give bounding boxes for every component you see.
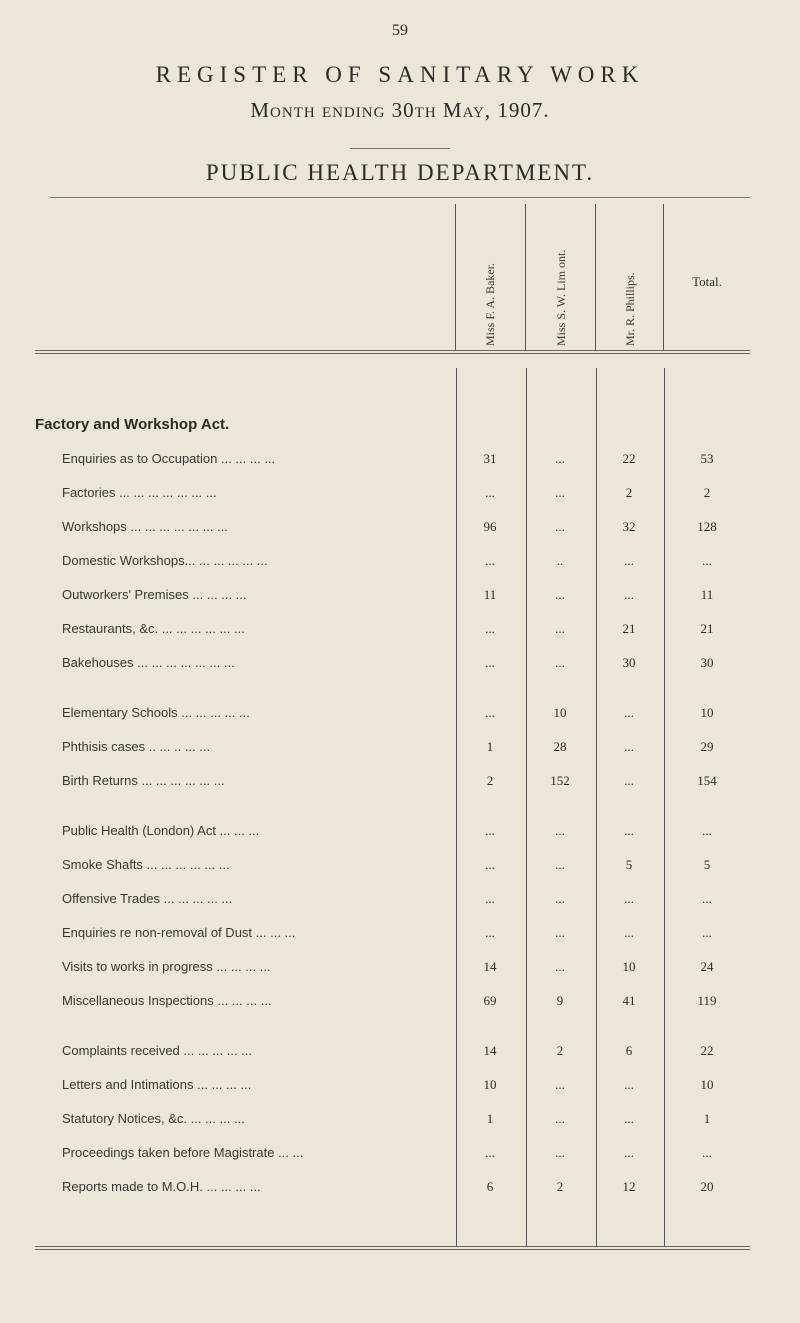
cell-phillips: 12: [622, 1179, 636, 1194]
row-label: Domestic Workshops... ... ... ... ... ...: [62, 553, 268, 568]
cell-phillips: ...: [624, 705, 634, 720]
cell-baker: ...: [485, 553, 495, 568]
cell-limont: ...: [555, 1145, 565, 1160]
cell-baker: ...: [485, 485, 495, 500]
row-label: Enquiries as to Occupation ... ... ... ...: [62, 451, 276, 466]
cell-phillips: ...: [624, 1077, 634, 1092]
row-label: Bakehouses ... ... ... ... ... ... ...: [62, 655, 235, 670]
cell-limont: ..: [556, 553, 564, 568]
cell-limont: ...: [555, 621, 565, 636]
cell-phillips: ...: [624, 823, 634, 838]
cell-baker: ...: [485, 621, 495, 636]
cell-baker: 31: [483, 451, 497, 466]
cell-baker: ...: [485, 1145, 495, 1160]
cell-limont: ...: [555, 925, 565, 940]
cell-limont: ...: [555, 485, 565, 500]
row-label: Phthisis cases .. ... .. ... ...: [62, 739, 211, 754]
column-header-limont: Miss S. W. Lim ont.: [554, 249, 568, 346]
cell-phillips: 32: [622, 519, 636, 534]
row-label: Visits to works in progress ... ... ... ...: [62, 959, 271, 974]
cell-phillips: ...: [624, 1145, 634, 1160]
cell-limont: ...: [555, 1077, 565, 1092]
column-header-baker: Miss F. A. Baker.: [483, 262, 497, 346]
cell-baker: ...: [485, 655, 495, 670]
row-label: Smoke Shafts ... ... ... ... ... ...: [62, 857, 230, 872]
row-label: Statutory Notices, &c. ... ... ... ...: [62, 1111, 245, 1126]
table-row: [0, 925, 800, 947]
table-row: [0, 621, 800, 643]
cell-phillips: ...: [624, 925, 634, 940]
cell-limont: 28: [553, 739, 567, 754]
cell-baker: 2: [486, 773, 494, 788]
table-row: [0, 655, 800, 677]
cell-baker: 11: [483, 587, 497, 602]
cell-total: ...: [702, 553, 712, 568]
cell-total: 10: [700, 1077, 714, 1092]
cell-phillips: ...: [624, 587, 634, 602]
cell-total: 20: [700, 1179, 714, 1194]
cell-limont: 2: [556, 1179, 564, 1194]
cell-total: 53: [700, 451, 714, 466]
cell-total: 1: [703, 1111, 711, 1126]
page-number: 59: [392, 22, 408, 39]
row-label: Restaurants, &c. ... ... ... ... ... ...: [62, 621, 245, 636]
cell-baker: ...: [485, 705, 495, 720]
cell-total: ...: [702, 891, 712, 906]
header-rule: [35, 353, 750, 354]
header-rule: [35, 350, 750, 351]
cell-total: ...: [702, 1145, 712, 1160]
cell-baker: 1: [486, 1111, 494, 1126]
cell-limont: ...: [555, 891, 565, 906]
row-label: Factories ... ... ... ... ... ... ...: [62, 485, 217, 500]
cell-limont: ...: [555, 823, 565, 838]
row-label: Workshops ... ... ... ... ... ... ...: [62, 519, 228, 534]
header-divider: [595, 204, 596, 350]
cell-total: 21: [700, 621, 714, 636]
section-title: Factory and Workshop Act.: [35, 416, 230, 433]
register-title: REGISTER OF SANITARY WORK: [155, 62, 645, 87]
cell-phillips: 30: [622, 655, 636, 670]
cell-phillips: 41: [622, 993, 636, 1008]
cell-limont: ...: [555, 587, 565, 602]
cell-baker: 96: [483, 519, 497, 534]
table-row: [0, 705, 800, 727]
table-row: [0, 1179, 800, 1201]
cell-phillips: ...: [624, 739, 634, 754]
cell-limont: ...: [555, 519, 565, 534]
cell-total: 2: [703, 485, 711, 500]
cell-phillips: 6: [625, 1043, 633, 1058]
cell-phillips: 2: [625, 485, 633, 500]
cell-limont: ...: [555, 451, 565, 466]
table-row: [0, 891, 800, 913]
row-label: Reports made to M.O.H. ... ... ... ...: [62, 1179, 261, 1194]
cell-total: 119: [697, 993, 717, 1008]
cell-phillips: ...: [624, 773, 634, 788]
header-divider: [455, 204, 456, 350]
cell-phillips: ...: [624, 891, 634, 906]
cell-limont: 2: [556, 1043, 564, 1058]
cell-phillips: ...: [624, 553, 634, 568]
column-header-phillips: Mr. R. Phillips.: [623, 272, 637, 346]
row-label: Elementary Schools ... ... ... ... ...: [62, 705, 250, 720]
cell-limont: ...: [555, 655, 565, 670]
cell-limont: ...: [555, 1111, 565, 1126]
table-row: [0, 587, 800, 609]
cell-total: ...: [702, 823, 712, 838]
table-row: [0, 993, 800, 1015]
column-header-total: Total.: [692, 274, 722, 289]
cell-total: 22: [700, 1043, 714, 1058]
table-bottom-rule: [35, 1246, 750, 1247]
row-label: Miscellaneous Inspections ... ... ... ...: [62, 993, 272, 1008]
cell-phillips: 10: [622, 959, 636, 974]
register-subtitle: [0, 98, 800, 123]
row-label: Offensive Trades ... ... ... ... ...: [62, 891, 233, 906]
cell-baker: ...: [485, 925, 495, 940]
cell-total: 30: [700, 655, 714, 670]
table-row: [0, 1043, 800, 1065]
cell-phillips: 22: [622, 451, 636, 466]
table-row: [0, 773, 800, 795]
table-row: [0, 485, 800, 507]
cell-total: 11: [700, 587, 714, 602]
header-divider: [525, 204, 526, 350]
row-label: Enquiries re non-removal of Dust ... ... ...: [62, 925, 296, 940]
cell-phillips: ...: [624, 1111, 634, 1126]
table-row: [0, 519, 800, 541]
table-row: [0, 451, 800, 473]
table-row: [0, 1111, 800, 1133]
cell-limont: 10: [553, 705, 567, 720]
cell-total: 5: [703, 857, 711, 872]
cell-baker: ...: [485, 857, 495, 872]
table-row: [0, 959, 800, 981]
cell-baker: 1: [486, 739, 494, 754]
cell-baker: 14: [483, 959, 497, 974]
cell-total: 154: [697, 773, 717, 788]
cell-baker: 10: [483, 1077, 497, 1092]
row-label: Letters and Intimations ... ... ... ...: [62, 1077, 252, 1092]
cell-limont: ...: [555, 857, 565, 872]
row-label: Proceedings taken before Magistrate ... ...: [62, 1145, 304, 1160]
table-row: [0, 553, 800, 575]
short-divider: [350, 148, 450, 149]
cell-phillips: 21: [622, 621, 636, 636]
cell-baker: ...: [485, 823, 495, 838]
cell-limont: 152: [550, 773, 570, 788]
row-label: Public Health (London) Act ... ... ...: [62, 823, 260, 838]
cell-baker: ...: [485, 891, 495, 906]
table-bottom-rule: [35, 1249, 750, 1250]
cell-total: 128: [697, 519, 717, 534]
cell-limont: 9: [556, 993, 564, 1008]
table-row: [0, 1077, 800, 1099]
cell-baker: 6: [486, 1179, 494, 1194]
table-row: [0, 1145, 800, 1167]
cell-baker: 69: [483, 993, 497, 1008]
cell-phillips: 5: [625, 857, 633, 872]
subtitle-text: Month ending 30th May, 1907.: [250, 98, 550, 122]
table-row: [0, 739, 800, 761]
department-title: PUBLIC HEALTH DEPARTMENT.: [205, 160, 595, 185]
table-row: [0, 823, 800, 845]
cell-total: 24: [700, 959, 714, 974]
cell-total: ...: [702, 925, 712, 940]
row-label: Birth Returns ... ... ... ... ... ...: [62, 773, 225, 788]
row-label: Outworkers' Premises ... ... ... ...: [62, 587, 247, 602]
cell-limont: ...: [555, 959, 565, 974]
row-label: Complaints received ... ... ... ... ...: [62, 1043, 253, 1058]
cell-total: 10: [700, 705, 714, 720]
cell-total: 29: [700, 739, 714, 754]
cell-baker: 14: [483, 1043, 497, 1058]
table-row: [0, 857, 800, 879]
table-top-rule: [50, 197, 750, 198]
